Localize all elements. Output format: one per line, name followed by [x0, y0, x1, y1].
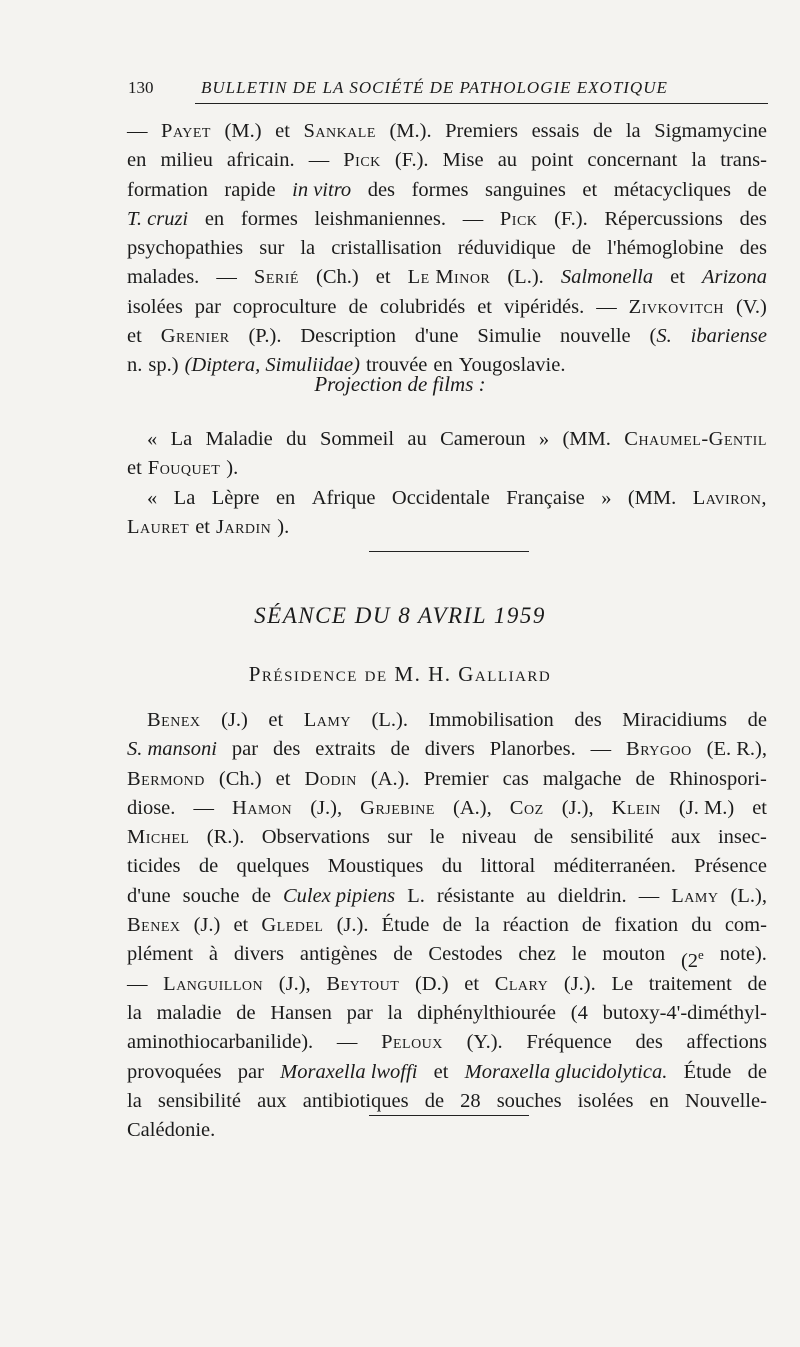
communications-list-1: [127, 117, 767, 381]
text-line: en milieu africain. — Pick (F.). Mise au point concernant la trans-: [127, 149, 767, 172]
text-line: psychopathies sur la cristallisation réduvidique de l'hémoglobine des: [127, 237, 767, 260]
session-heading: SÉANCE DU 8 AVRIL 1959: [254, 603, 546, 628]
text-line: Calédonie.: [127, 1119, 216, 1142]
text-line: malades. — Serié (Ch.) et Le Minor (L.). Salmonella et Arizona: [127, 266, 767, 289]
presidency-line: Présidence de M. H. Galliard: [248, 662, 552, 686]
text-line: n. sp.) (Diptera, Simuliidae) trouvée en Yougoslavie.: [127, 354, 566, 377]
text-line: diose. — Hamon (J.), Grjebine (A.), Coz (J.), Klein (J. M.) et: [127, 796, 767, 819]
text-line: et Grenier (P.). Description d'une Simulie nouvelle (S. ibariense: [127, 325, 767, 348]
projection-heading: Projection de films :: [314, 372, 486, 396]
text-line: Lauret et Jardin ).: [127, 515, 290, 538]
text-line: Michel (R.). Observations sur le niveau de sensibilité aux insec-: [127, 826, 767, 849]
text-line: aminothiocarbanilide). — Peloux (Y.). Fréquence des affections: [127, 1031, 767, 1054]
text-line: T. cruzi en formes leishmaniennes. — Pick (F.). Répercussions des: [127, 207, 767, 230]
text-line: Bermond (Ch.) et Dodin (A.). Premier cas malgache de Rhinospori-: [127, 767, 767, 790]
text-line: S. mansoni par des extraits de divers Planorbes. — Brygoo (E. R.),: [127, 738, 767, 761]
text-line: provoquées par Moraxella lwoffi et Moraxella glucidolytica. Étude de: [127, 1060, 767, 1083]
text-line: d'une souche de Culex pipiens L. résistante au dieldrin. — Lamy (L.),: [127, 884, 767, 907]
text-line: — Languillon (J.), Beytout (D.) et Clary (J.). Le traitement de: [127, 972, 767, 995]
text-line: la maladie de Hansen par la diphénylthiourée (4 butoxy-4'-diméthyl-: [127, 1001, 767, 1024]
section-divider: [369, 1115, 529, 1116]
text-line: Benex (J.) et Gledel (J.). Étude de la réaction de fixation du com-: [127, 914, 767, 937]
text-line: ticides de quelques Moustiques du littoral méditerranéen. Présence: [127, 855, 767, 878]
text-line: — Payet (M.) et Sankale (M.). Premiers essais de la Sigmamycine: [127, 120, 767, 142]
text-line: plément à divers antigènes de Cestodes chez le mouton (2e note).: [127, 943, 767, 973]
communications-list-2: [127, 706, 767, 1145]
text-line: isolées par coproculture de colubridés et vipéridés. — Zivkovitch (V.): [127, 295, 767, 318]
text-line: « La Lèpre en Afrique Occidentale Française » (MM. Laviron,: [147, 486, 767, 509]
film-list: [127, 425, 767, 542]
running-header: [128, 74, 768, 104]
text-line: formation rapide in vitro des formes sanguines et métacycliques de: [127, 178, 767, 201]
journal-title: BULLETIN DE LA SOCIÉTÉ DE PATHOLOGIE EXOTIQUE: [201, 78, 668, 97]
text-line: et Fouquet ).: [127, 457, 239, 480]
text-line: Benex (J.) et Lamy (L.). Immobilisation des Miracidiums de: [147, 709, 767, 731]
header-rule: [195, 103, 768, 104]
text-line: la sensibilité aux antibiotiques de 28 souches isolées en Nouvelle-: [127, 1089, 767, 1112]
page-number: 130: [128, 78, 154, 97]
section-divider: [369, 551, 529, 552]
text-line: « La Maladie du Sommeil au Cameroun » (MM. Chaumel-Gentil: [147, 428, 767, 450]
